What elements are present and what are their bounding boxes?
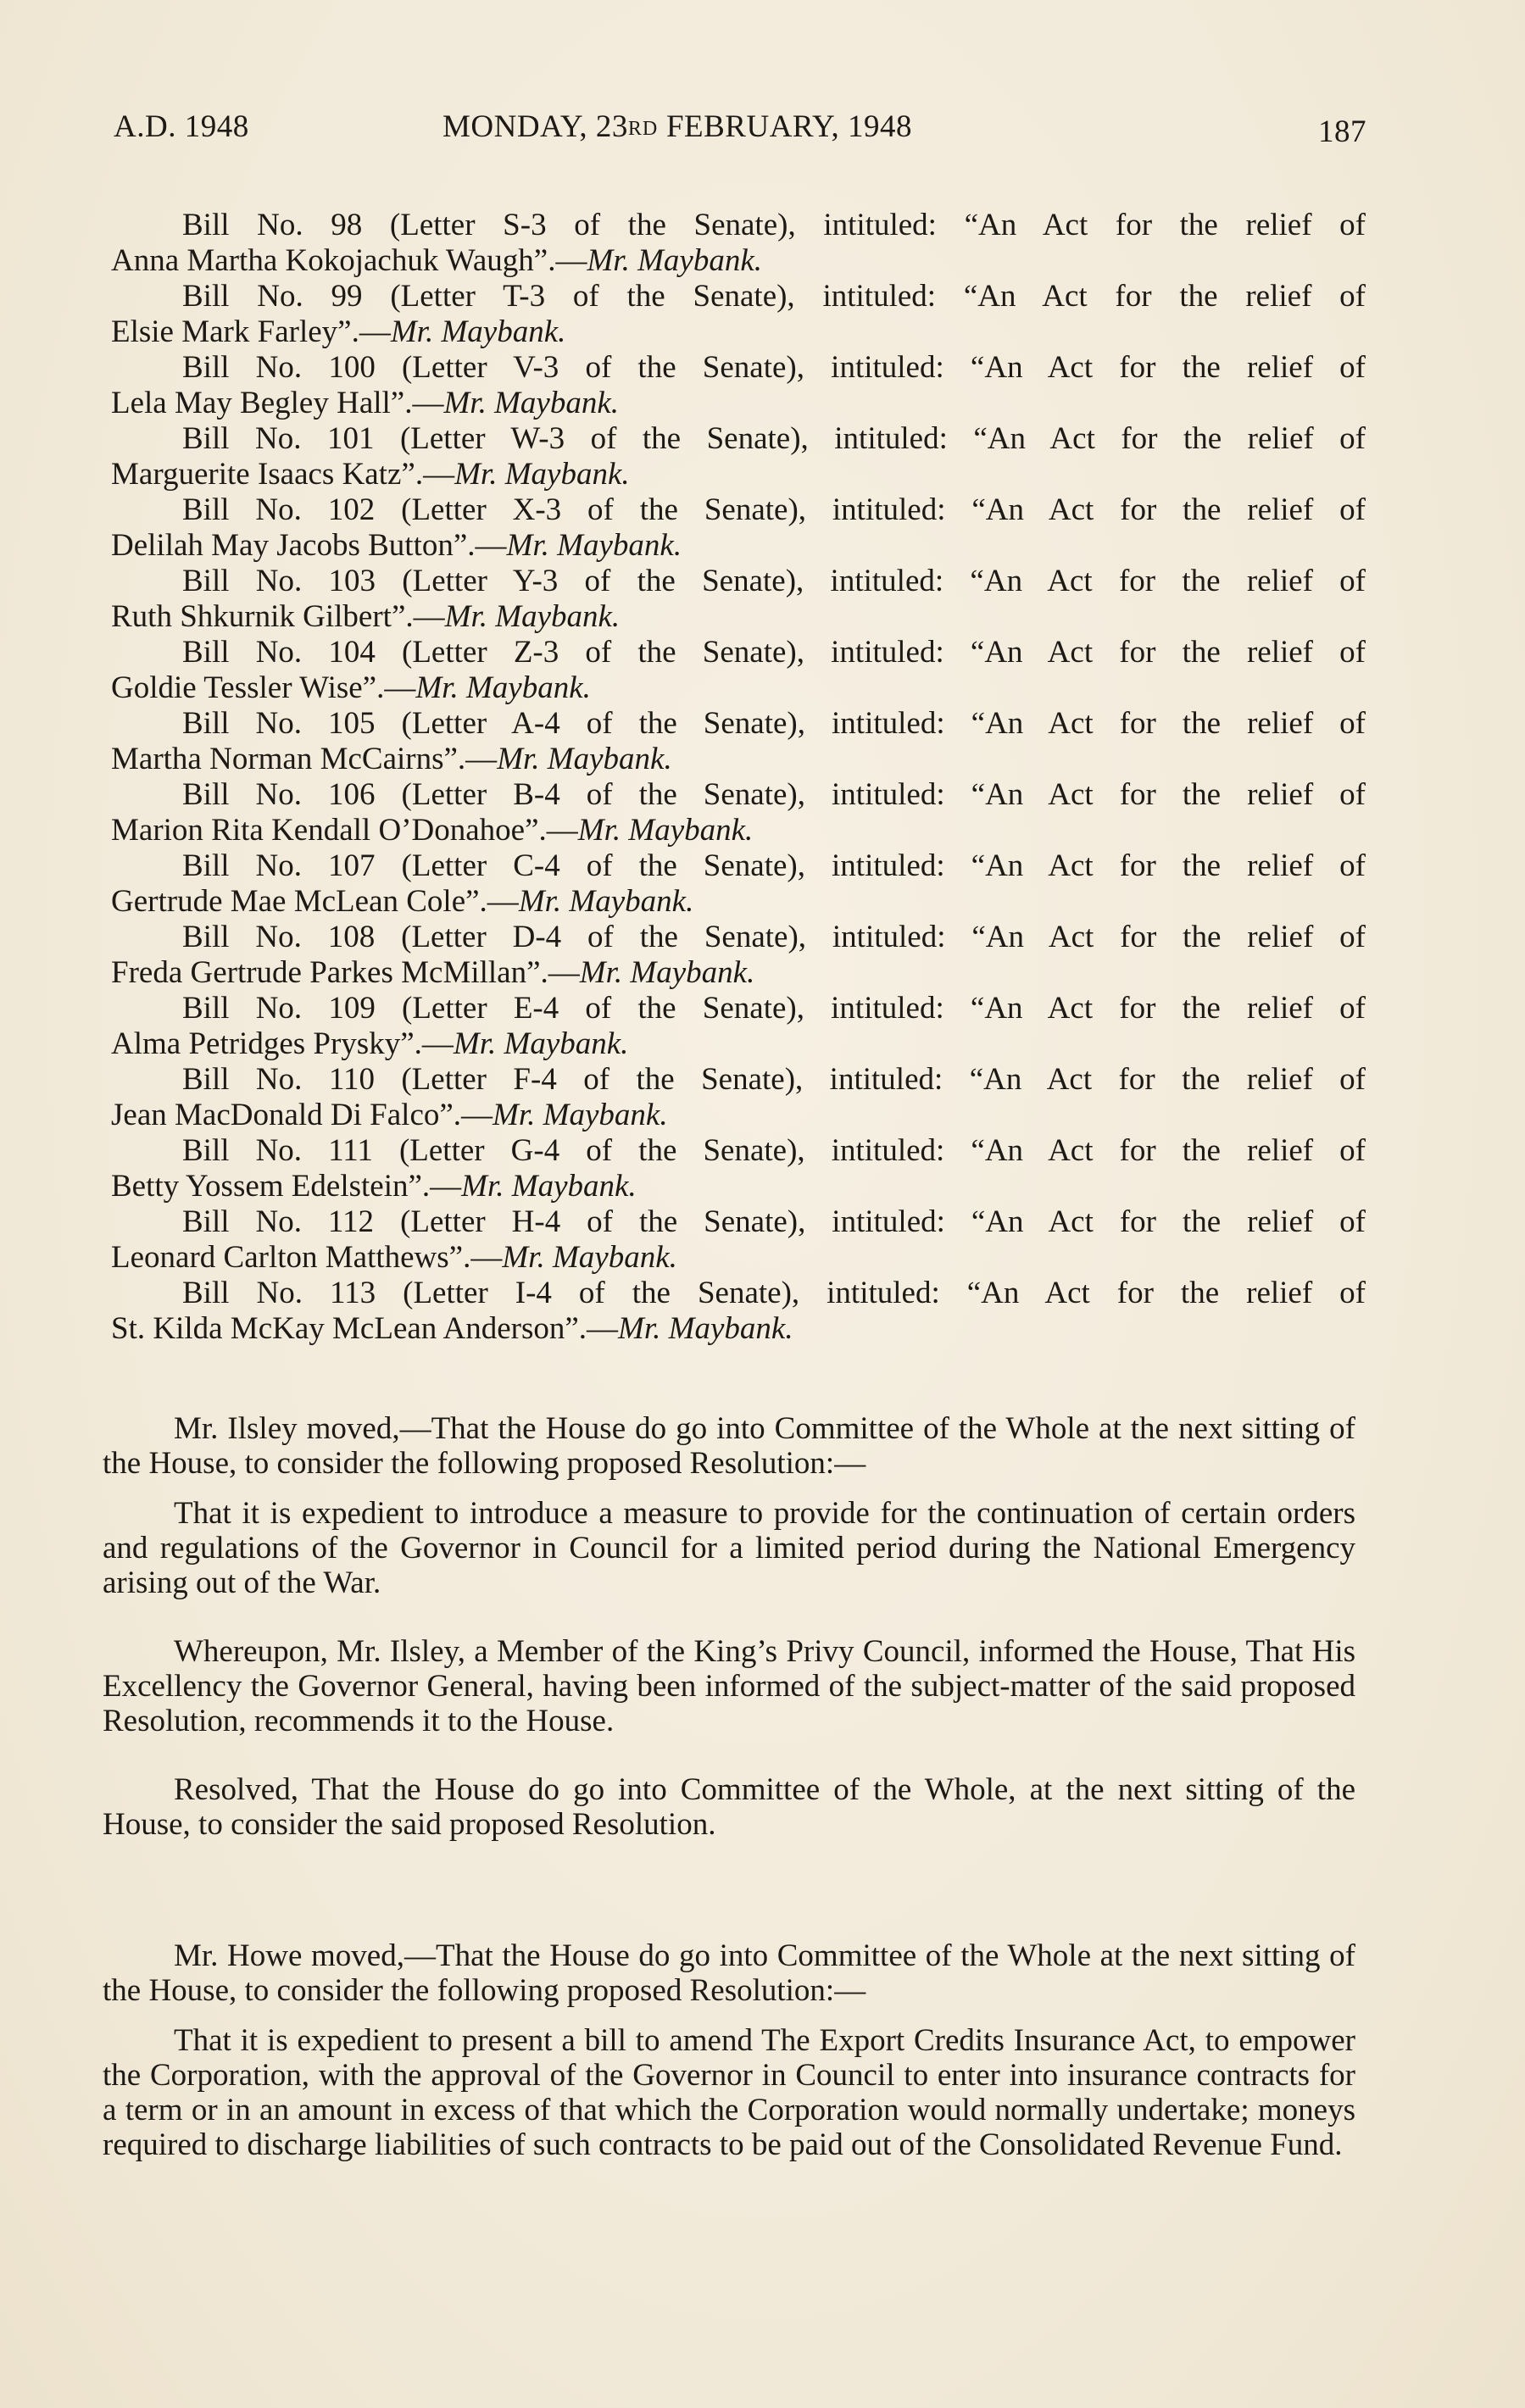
bill-mover: Mr. Maybank. xyxy=(587,243,763,278)
bills-list xyxy=(111,208,1366,1347)
bill-title-line: Bill No. 100 (Letter V-3 of the Senate), intituled: “An Act for the relief of xyxy=(182,350,1366,385)
ilsley-resolution: That it is expedient to introduce a measure to provide for the continuation of certain orders and regulations of the Governor in Council for a limited period during the National Emergency arising out of the War. xyxy=(103,1496,1355,1600)
bill-entry xyxy=(111,920,1366,991)
bill-mover: Mr. Maybank. xyxy=(390,314,566,349)
page-number: 187 xyxy=(1318,114,1366,149)
bill-beneficiary-line xyxy=(111,670,1366,706)
bill-beneficiary: Gertrude Mae McLean Cole”.— xyxy=(111,884,519,919)
bill-beneficiary: Freda Gertrude Parkes McMillan”.— xyxy=(111,955,580,990)
bill-title-line: Bill No. 109 (Letter E-4 of the Senate), intituled: “An Act for the relief of xyxy=(182,991,1366,1026)
bill-mover: Mr. Maybank. xyxy=(502,1240,677,1275)
ilsley-motion: Mr. Ilsley moved,—That the House do go into Committee of the Whole at the next sitting of the House, to consider the following proposed Resolution:— xyxy=(103,1411,1355,1481)
bill-beneficiary: Ruth Shkurnik Gilbert”.— xyxy=(111,599,445,634)
bill-beneficiary-line xyxy=(111,813,1366,848)
bill-beneficiary: Anna Martha Kokojachuk Waugh”.— xyxy=(111,243,587,278)
bill-entry xyxy=(111,350,1366,421)
bill-mover: Mr. Maybank. xyxy=(453,1026,629,1061)
bill-beneficiary: Marion Rita Kendall O’Donahoe”.— xyxy=(111,813,578,848)
bill-title-line: Bill No. 99 (Letter T-3 of the Senate), intituled: “An Act for the relief of xyxy=(182,279,1366,314)
bill-title-line: Bill No. 113 (Letter I-4 of the Senate), intituled: “An Act for the relief of xyxy=(182,1276,1366,1310)
bill-beneficiary: Jean MacDonald Di Falco”.— xyxy=(111,1098,493,1132)
bill-mover: Mr. Maybank. xyxy=(454,457,630,492)
bill-title-line: Bill No. 106 (Letter B-4 of the Senate), intituled: “An Act for the relief of xyxy=(182,777,1366,812)
bill-title-line: Bill No. 105 (Letter A-4 of the Senate), intituled: “An Act for the relief of xyxy=(182,706,1366,741)
header-date-suffix: FEBRUARY, 1948 xyxy=(658,109,913,144)
bill-beneficiary-line xyxy=(111,955,1366,991)
bill-mover: Mr. Maybank. xyxy=(443,386,620,420)
bill-beneficiary: Elsie Mark Farley”.— xyxy=(111,314,391,349)
bill-beneficiary-line xyxy=(111,884,1366,920)
howe-resolution: That it is expedient to present a bill to amend The Export Credits Insurance Act, to empower the Corporation, with the approval of the Governor in Council to enter into insurance contracts for a term or in an amount in excess of that which the Corporation would normally undertake; moneys required to discharge liabilities of such contracts to be paid out of the Consolidated Revenue Fund. xyxy=(103,2023,1355,2162)
bill-title-line: Bill No. 112 (Letter H-4 of the Senate), intituled: “An Act for the relief of xyxy=(182,1204,1366,1239)
bill-beneficiary-line xyxy=(111,243,1366,279)
bill-title-line: Bill No. 111 (Letter G-4 of the Senate), intituled: “An Act for the relief of xyxy=(182,1133,1366,1168)
bill-entry xyxy=(111,1133,1366,1204)
bill-beneficiary: Leonard Carlton Matthews”.— xyxy=(111,1240,503,1275)
bill-title-line: Bill No. 101 (Letter W-3 of the Senate), intituled: “An Act for the relief of xyxy=(182,421,1366,456)
bill-beneficiary: Lela May Begley Hall”.— xyxy=(111,386,444,420)
bill-mover: Mr. Maybank. xyxy=(444,599,621,634)
header-year: A.D. 1948 xyxy=(114,109,249,144)
bill-mover: Mr. Maybank. xyxy=(497,742,672,776)
bill-entry xyxy=(111,421,1366,492)
bill-entry xyxy=(111,848,1366,920)
bill-title-line: Bill No. 98 (Letter S-3 of the Senate), intituled: “An Act for the relief of xyxy=(182,208,1366,242)
header-date-ordinal: RD xyxy=(627,118,659,140)
bill-entry xyxy=(111,1276,1366,1347)
bill-beneficiary: St. Kilda McKay McLean Anderson”.— xyxy=(111,1311,619,1346)
bill-title-line: Bill No. 103 (Letter Y-3 of the Senate), intituled: “An Act for the relief of xyxy=(182,564,1366,598)
bill-entry xyxy=(111,208,1366,279)
bill-title-line: Bill No. 108 (Letter D-4 of the Senate), intituled: “An Act for the relief of xyxy=(182,920,1366,954)
bill-beneficiary-line xyxy=(111,386,1366,421)
bill-mover: Mr. Maybank. xyxy=(579,955,755,990)
bill-beneficiary-line xyxy=(111,1240,1366,1276)
bill-beneficiary-line xyxy=(111,314,1366,350)
bill-beneficiary: Alma Petridges Prysky”.— xyxy=(111,1026,454,1061)
spacer xyxy=(103,1481,1355,1496)
howe-motion: Mr. Howe moved,—That the House do go into Committee of the Whole at the next sitting of the House, to consider the following proposed Resolution:— xyxy=(103,1938,1355,2008)
bill-mover: Mr. Maybank. xyxy=(518,884,694,919)
bill-beneficiary-line xyxy=(111,528,1366,564)
bill-title-line: Bill No. 110 (Letter F-4 of the Senate), intituled: “An Act for the relief of xyxy=(182,1062,1366,1097)
header-date xyxy=(442,108,912,145)
ilsley-section xyxy=(103,1411,1355,1842)
bill-mover: Mr. Maybank. xyxy=(415,670,591,705)
bill-entry xyxy=(111,635,1366,706)
page-header xyxy=(114,108,1366,159)
bill-beneficiary-line xyxy=(111,1169,1366,1204)
bill-beneficiary: Goldie Tessler Wise”.— xyxy=(111,670,416,705)
bill-mover: Mr. Maybank. xyxy=(493,1098,668,1132)
bill-beneficiary-line xyxy=(111,599,1366,635)
bill-entry xyxy=(111,1204,1366,1276)
bill-beneficiary: Marguerite Isaacs Katz”.— xyxy=(111,457,455,492)
bill-beneficiary: Betty Yossem Edelstein”.— xyxy=(111,1169,462,1204)
spacer xyxy=(103,1738,1355,1772)
ilsley-resolved: Resolved, That the House do go into Committee of the Whole, at the next sitting of the House, to consider the said proposed Resolution. xyxy=(103,1772,1355,1842)
bill-title-line: Bill No. 104 (Letter Z-3 of the Senate), intituled: “An Act for the relief of xyxy=(182,635,1366,670)
bill-beneficiary-line xyxy=(111,742,1366,777)
bill-title-line: Bill No. 102 (Letter X-3 of the Senate), intituled: “An Act for the relief of xyxy=(182,492,1366,527)
bill-title-line: Bill No. 107 (Letter C-4 of the Senate), intituled: “An Act for the relief of xyxy=(182,848,1366,883)
bill-beneficiary-line xyxy=(111,1098,1366,1133)
spacer xyxy=(103,1600,1355,1634)
bill-mover: Mr. Maybank. xyxy=(461,1169,637,1204)
spacer xyxy=(103,2008,1355,2023)
bill-mover: Mr. Maybank. xyxy=(618,1311,793,1346)
bill-entry xyxy=(111,1062,1366,1133)
bill-mover: Mr. Maybank. xyxy=(506,528,682,563)
bill-entry xyxy=(111,279,1366,350)
bill-beneficiary-line xyxy=(111,1311,1366,1347)
bill-beneficiary-line xyxy=(111,457,1366,492)
bill-beneficiary: Martha Norman McCairns”.— xyxy=(111,742,498,776)
bill-entry xyxy=(111,777,1366,848)
bill-beneficiary-line xyxy=(111,1026,1366,1062)
bill-entry xyxy=(111,706,1366,777)
bill-beneficiary: Delilah May Jacobs Button”.— xyxy=(111,528,507,563)
bill-mover: Mr. Maybank. xyxy=(577,813,754,848)
ilsley-whereupon: Whereupon, Mr. Ilsley, a Member of the King’s Privy Council, informed the House, That His Excellency the Governor General, having been informed of the subject-matter of the said proposed Resolution, recommends it to the House. xyxy=(103,1634,1355,1738)
howe-section xyxy=(103,1938,1355,2162)
bill-entry xyxy=(111,492,1366,564)
header-date-prefix: MONDAY, 23 xyxy=(442,109,628,144)
bill-entry xyxy=(111,564,1366,635)
bill-entry xyxy=(111,991,1366,1062)
